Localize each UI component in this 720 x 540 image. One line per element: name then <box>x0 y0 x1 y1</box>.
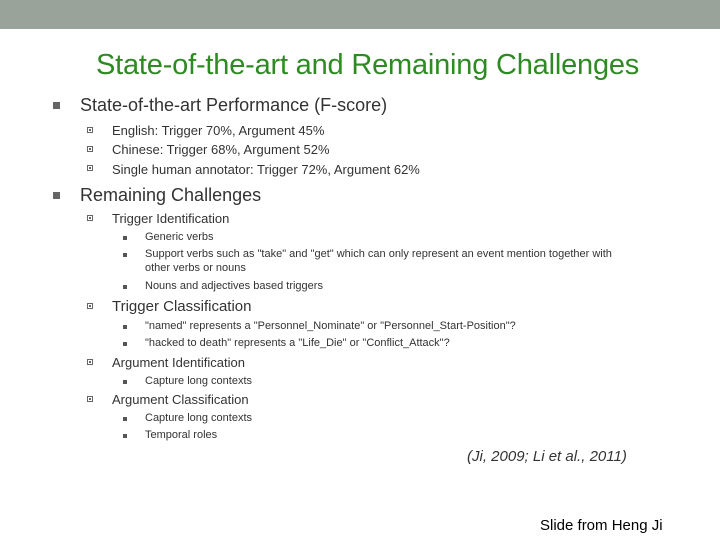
checkbox-bullet-icon <box>87 359 93 365</box>
list-item: Single human annotator: Trigger 72%, Argument 62% <box>112 162 420 177</box>
small-square-bullet-icon <box>123 236 127 240</box>
section-heading-performance: State-of-the-art Performance (F-score) <box>80 95 388 115</box>
small-square-bullet-icon <box>123 285 127 289</box>
checkbox-bullet-icon <box>87 127 93 133</box>
subsection-label: Trigger Classification <box>112 298 252 315</box>
citation: (Ji, 2009; Li et al., 2011) <box>467 448 627 465</box>
slide-title: State-of-the-art and Remaining Challenges <box>96 49 640 81</box>
list-item: Capture long contexts <box>145 375 253 387</box>
small-square-bullet-icon <box>123 325 127 329</box>
small-square-bullet-icon <box>123 253 127 257</box>
slide-credit: Slide from Heng Ji <box>540 517 663 534</box>
subsection-label: Argument Classification <box>112 392 249 407</box>
top-banner <box>0 0 720 29</box>
section-heading-challenges: Remaining Challenges <box>80 185 262 205</box>
list-item: Generic verbs <box>145 231 214 243</box>
list-item: Support verbs such as "take" and "get" which can only represent an event mention together with <box>145 248 612 260</box>
checkbox-bullet-icon <box>87 215 93 221</box>
list-item: Chinese: Trigger 68%, Argument 52% <box>112 142 330 157</box>
small-square-bullet-icon <box>123 434 127 438</box>
small-square-bullet-icon <box>123 342 127 346</box>
list-item: Capture long contexts <box>145 412 253 424</box>
checkbox-bullet-icon <box>87 303 93 309</box>
list-item-continuation: other verbs or nouns <box>145 262 246 274</box>
checkbox-bullet-icon <box>87 146 93 152</box>
square-bullet-icon <box>53 192 60 199</box>
list-item: English: Trigger 70%, Argument 45% <box>112 123 325 138</box>
small-square-bullet-icon <box>123 380 127 384</box>
list-item: "named" represents a "Personnel_Nominate" or "Personnel_Start-Position"? <box>145 320 516 332</box>
list-item: Temporal roles <box>145 429 218 441</box>
list-item: Nouns and adjectives based triggers <box>145 280 323 292</box>
square-bullet-icon <box>53 102 60 109</box>
checkbox-bullet-icon <box>87 165 93 171</box>
small-square-bullet-icon <box>123 417 127 421</box>
subsection-label: Trigger Identification <box>112 211 230 226</box>
subsection-label: Argument Identification <box>112 355 245 370</box>
list-item: "hacked to death" represents a "Life_Die" or "Conflict_Attack"? <box>145 337 450 349</box>
checkbox-bullet-icon <box>87 396 93 402</box>
